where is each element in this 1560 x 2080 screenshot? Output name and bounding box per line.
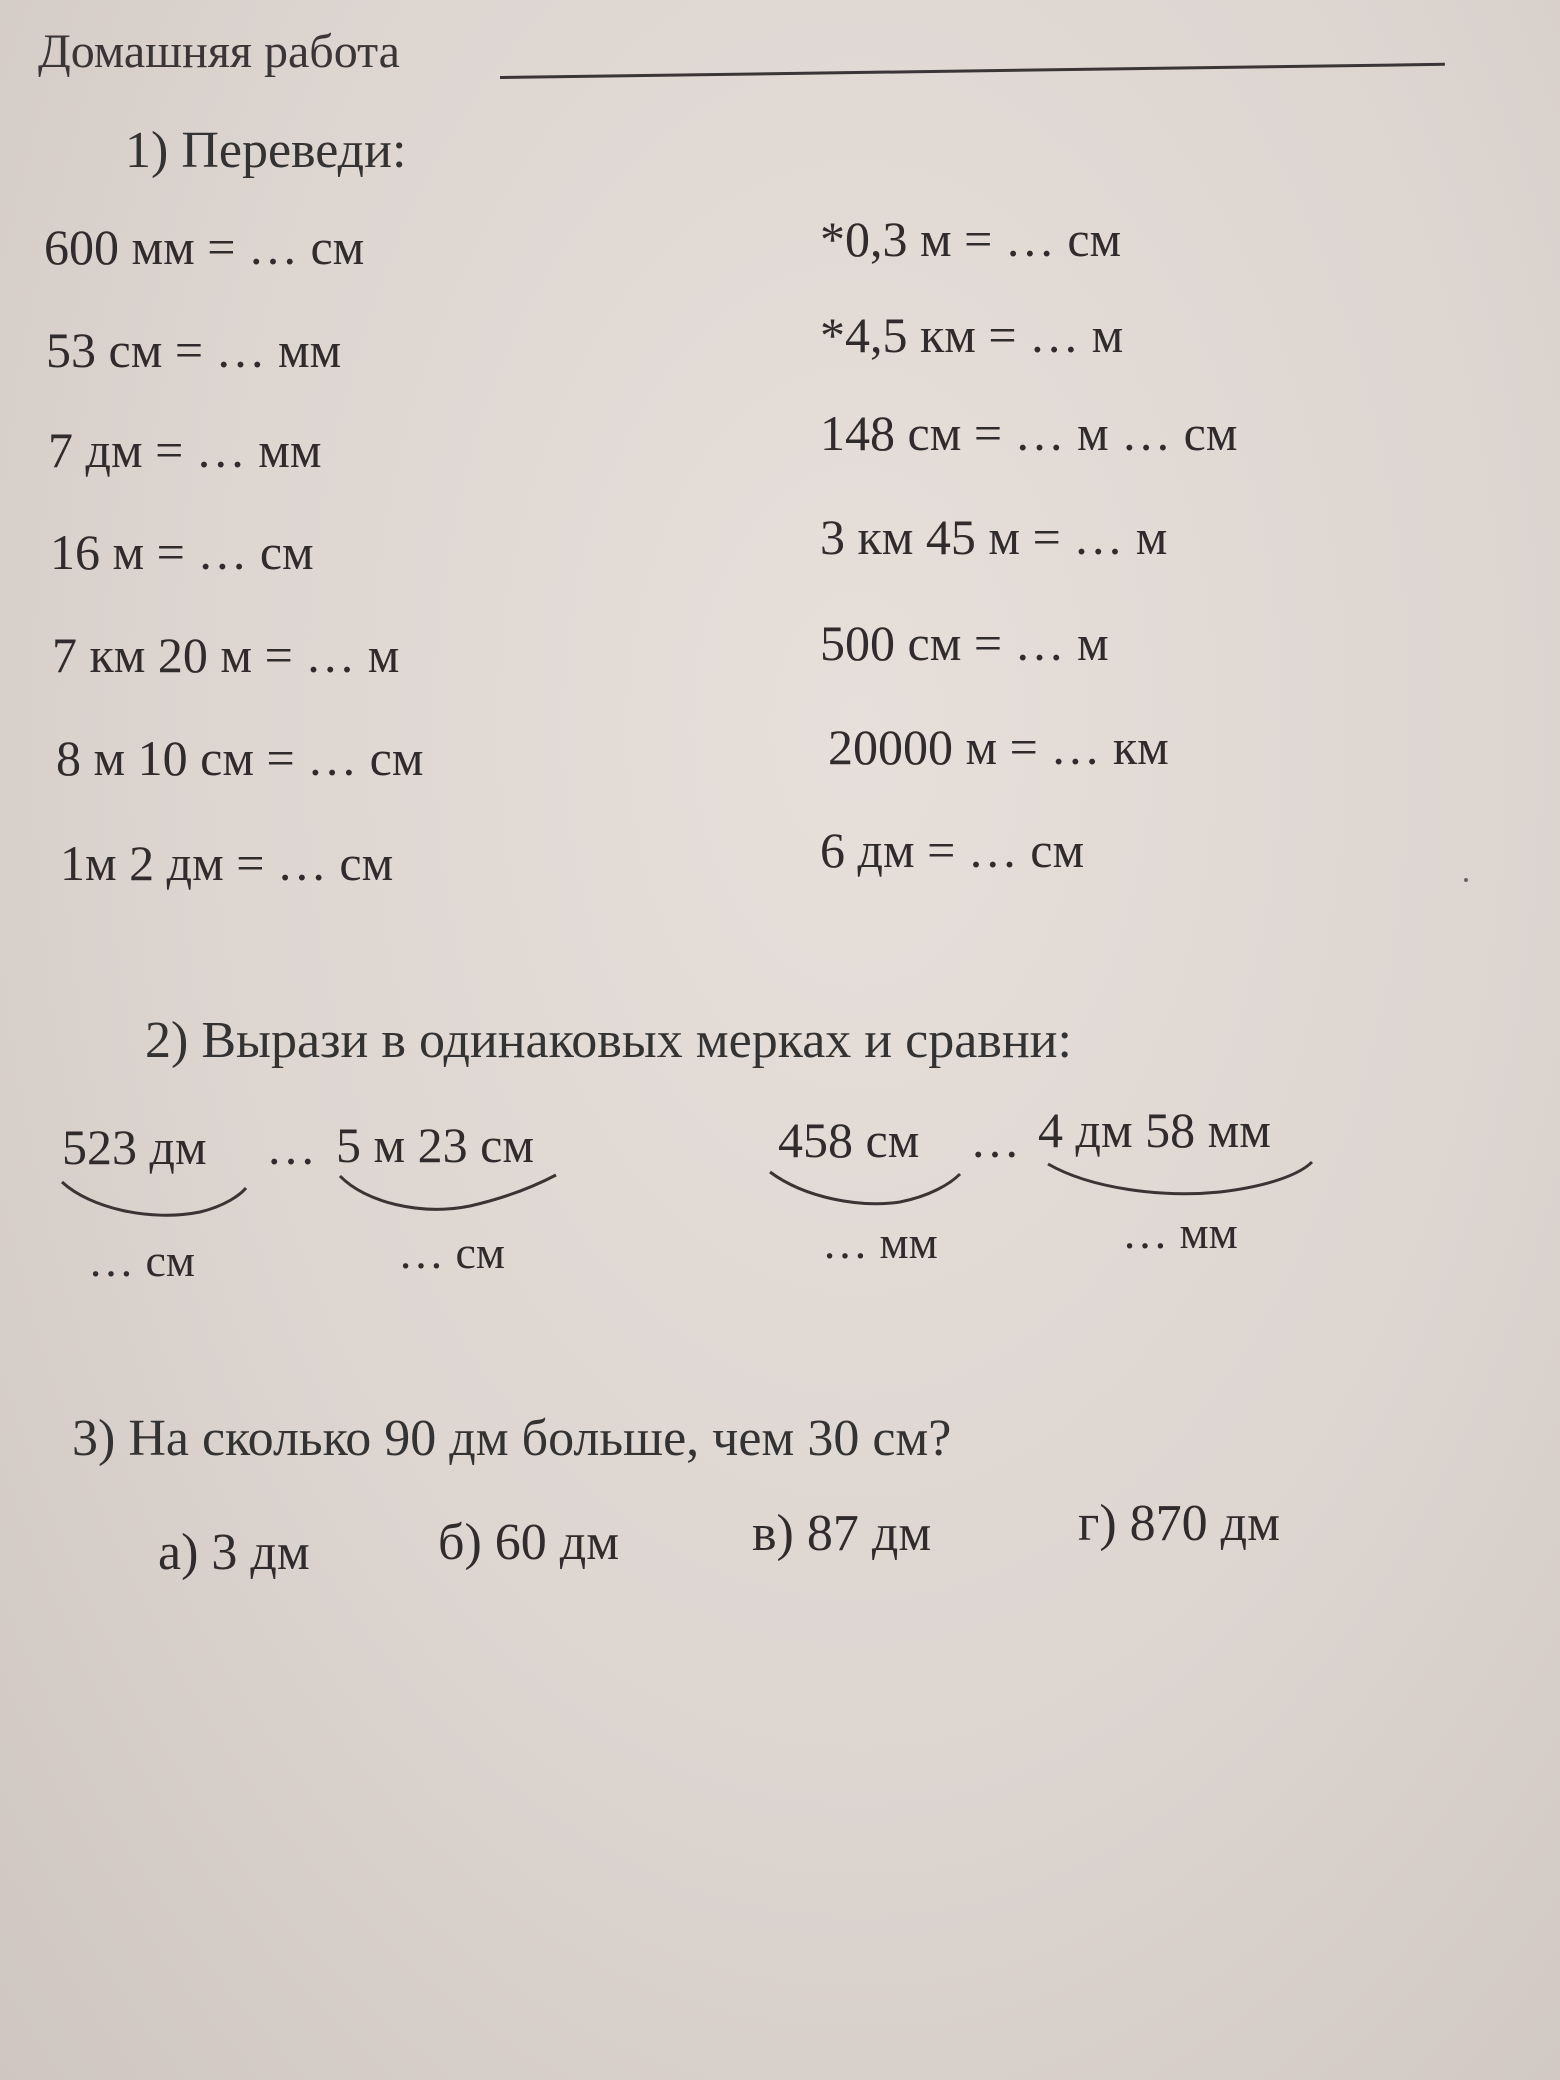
task2-heading: 2) Вырази в одинаковых мерках и сравни:: [145, 1012, 1072, 1069]
task1-left-item: 8 м 10 см = … см: [56, 730, 424, 786]
brace-right-2: [1048, 1162, 1312, 1194]
task1-left-item: 16 м = … см: [50, 524, 314, 580]
task1-right-item: 6 дм = … см: [820, 822, 1085, 878]
answer-option: б) 60 дм: [438, 1514, 620, 1571]
compare-separator: …: [970, 1112, 1020, 1168]
answer-option: а) 3 дм: [158, 1524, 310, 1581]
task1-right-item: 20000 м = … км: [828, 719, 1169, 775]
task1-left-item: 7 км 20 м = … м: [52, 627, 400, 683]
task1-right-item: *0,3 м = … см: [820, 211, 1122, 267]
task3-heading: 3) На сколько 90 дм больше, чем 30 см?: [72, 1410, 952, 1467]
compare-right-value: 4 дм 58 мм: [1038, 1102, 1271, 1158]
answer-blank: … см: [88, 1235, 196, 1286]
task1-right-item: 3 км 45 м = … м: [820, 509, 1168, 565]
compare-left-value: 458 см: [778, 1112, 920, 1168]
answer-blank: … мм: [1122, 1207, 1238, 1258]
task1-left-item: 600 мм = … см: [44, 219, 365, 275]
task1-left-item: 7 дм = … мм: [48, 422, 322, 478]
answer-blank: … см: [398, 1227, 506, 1278]
answer-option: в) 87 дм: [752, 1505, 932, 1562]
brace-left-2: [340, 1175, 556, 1209]
task1-heading: 1) Переведи:: [125, 122, 407, 179]
task1-right-item: *4,5 км = … м: [820, 307, 1124, 363]
answer-blank: … мм: [822, 1217, 938, 1268]
paper-speck: [1464, 878, 1468, 882]
task1-left-item: 53 см = … мм: [46, 322, 342, 378]
brace-left-1: [62, 1182, 246, 1215]
page-title: Домашняя работа: [38, 25, 400, 78]
answer-option: г) 870 дм: [1078, 1495, 1281, 1552]
task1-right-item: 500 см = … м: [820, 615, 1109, 671]
brace-right-1: [770, 1172, 960, 1204]
task1-left-item: 1м 2 дм = … см: [60, 835, 394, 891]
task1-right-item: 148 см = … м … см: [820, 405, 1238, 461]
compare-separator: …: [266, 1119, 316, 1175]
compare-left-value: 523 дм: [62, 1119, 207, 1175]
compare-right-value: 5 м 23 см: [336, 1117, 534, 1173]
